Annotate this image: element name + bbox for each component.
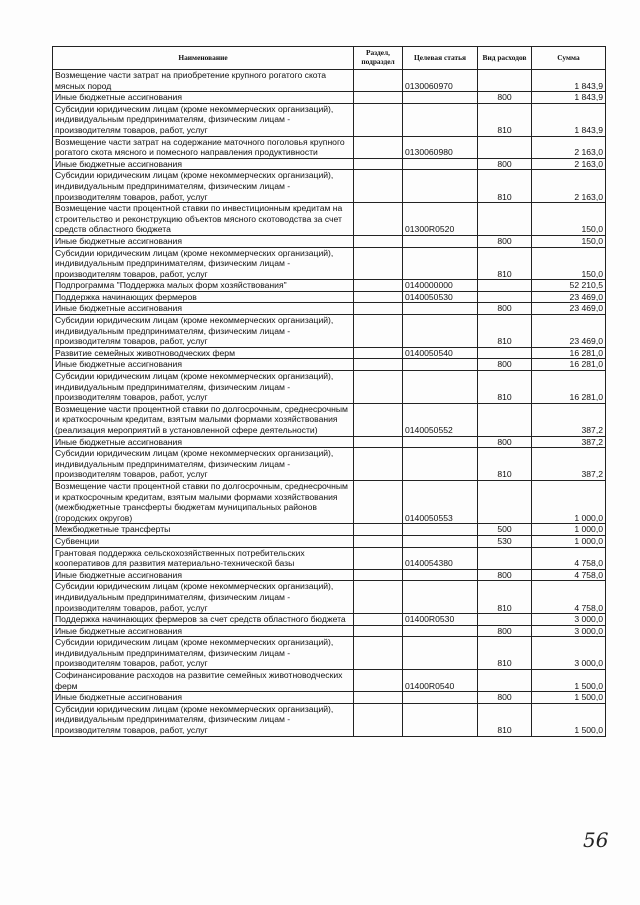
table-row: [53, 280, 606, 292]
row-vid: [478, 291, 532, 303]
row-sum: 2 163,0: [532, 136, 606, 158]
row-article: [403, 158, 478, 170]
row-sum: 3 000,0: [532, 637, 606, 670]
row-article: [403, 581, 478, 614]
row-vid: [478, 547, 532, 569]
row-article: [403, 524, 478, 536]
row-article: [403, 170, 478, 203]
row-name: Возмещение части затрат на содержание маточного поголовья крупного рогатого скота мясного и помесного направления продуктивности: [53, 136, 354, 158]
row-vid: 810: [478, 170, 532, 203]
table-row: [53, 247, 606, 280]
row-section: [354, 637, 403, 670]
table-row: [53, 291, 606, 303]
row-sum: 4 758,0: [532, 581, 606, 614]
row-section: [354, 158, 403, 170]
row-name: Возмещение части процентной ставки по долгосрочным, среднесрочным и краткосрочным кредитам, взятым малыми формами хозяйствования (реализация мероприятий в установленной сфере деятельности): [53, 403, 354, 436]
row-section: [354, 303, 403, 315]
row-name: Подпрограмма "Поддержка малых форм хозяйствования": [53, 280, 354, 292]
row-sum: 23 469,0: [532, 315, 606, 348]
row-section: [354, 703, 403, 736]
row-vid: [478, 347, 532, 359]
header-name: Наименование: [53, 47, 354, 70]
table-row: [53, 403, 606, 436]
row-sum: 1 843,9: [532, 70, 606, 92]
row-name: Иные бюджетные ассигнования: [53, 158, 354, 170]
table-body: [53, 70, 606, 737]
table-row: [53, 614, 606, 626]
row-section: [354, 692, 403, 704]
row-vid: [478, 670, 532, 692]
table-row: [53, 303, 606, 315]
row-vid: 810: [478, 581, 532, 614]
row-section: [354, 315, 403, 348]
row-article: [403, 371, 478, 404]
row-vid: 800: [478, 92, 532, 104]
row-sum: 16 281,0: [532, 359, 606, 371]
row-section: [354, 103, 403, 136]
row-section: [354, 170, 403, 203]
header-sum: Сумма: [532, 47, 606, 70]
row-sum: 23 469,0: [532, 291, 606, 303]
row-article: [403, 448, 478, 481]
row-section: [354, 203, 403, 236]
row-vid: 800: [478, 359, 532, 371]
row-article: 0140050540: [403, 347, 478, 359]
header-article: Целевая статья: [403, 47, 478, 70]
table-header: [53, 47, 606, 70]
row-sum: 387,2: [532, 448, 606, 481]
table-row: [53, 692, 606, 704]
row-sum: 3 000,0: [532, 614, 606, 626]
row-vid: [478, 203, 532, 236]
row-vid: [478, 403, 532, 436]
row-article: [403, 703, 478, 736]
table-row: [53, 70, 606, 92]
row-section: [354, 670, 403, 692]
row-name: Софинансирование расходов на развитие семейных животноводческих ферм: [53, 670, 354, 692]
row-article: 01400R0540: [403, 670, 478, 692]
row-name: Иные бюджетные ассигнования: [53, 235, 354, 247]
row-vid: 810: [478, 247, 532, 280]
table-row: [53, 359, 606, 371]
row-name: Поддержка начинающих фермеров: [53, 291, 354, 303]
row-vid: 800: [478, 235, 532, 247]
row-section: [354, 235, 403, 247]
row-vid: 800: [478, 303, 532, 315]
row-sum: 1 843,9: [532, 92, 606, 104]
row-article: 0140000000: [403, 280, 478, 292]
row-name: Иные бюджетные ассигнования: [53, 436, 354, 448]
table-row: [53, 158, 606, 170]
row-article: 0140050553: [403, 480, 478, 523]
row-name: Субсидии юридическим лицам (кроме некоммерческих организаций), индивидуальным предпринимателям, физическим лицам - производителям товаров, работ, услуг: [53, 371, 354, 404]
row-sum: 4 758,0: [532, 547, 606, 569]
row-vid: 810: [478, 703, 532, 736]
row-article: [403, 535, 478, 547]
table-row: [53, 703, 606, 736]
row-section: [354, 581, 403, 614]
row-article: [403, 359, 478, 371]
row-article: 0140054380: [403, 547, 478, 569]
table-row: [53, 535, 606, 547]
budget-table: [52, 46, 606, 737]
row-article: 01300R0520: [403, 203, 478, 236]
table-row: [53, 371, 606, 404]
row-vid: 800: [478, 625, 532, 637]
row-name: Межбюджетные трансферты: [53, 524, 354, 536]
row-section: [354, 291, 403, 303]
row-name: Иные бюджетные ассигнования: [53, 569, 354, 581]
row-sum: 23 469,0: [532, 303, 606, 315]
row-vid: 810: [478, 637, 532, 670]
row-article: [403, 92, 478, 104]
row-vid: 800: [478, 569, 532, 581]
row-vid: 800: [478, 692, 532, 704]
row-sum: 3 000,0: [532, 625, 606, 637]
row-name: Субсидии юридическим лицам (кроме некоммерческих организаций), индивидуальным предпринимателям, физическим лицам - производителям товаров, работ, услуг: [53, 103, 354, 136]
row-name: Иные бюджетные ассигнования: [53, 359, 354, 371]
table-row: [53, 448, 606, 481]
row-sum: 150,0: [532, 203, 606, 236]
row-section: [354, 92, 403, 104]
row-name: Иные бюджетные ассигнования: [53, 303, 354, 315]
row-article: [403, 436, 478, 448]
row-section: [354, 347, 403, 359]
row-article: [403, 692, 478, 704]
row-vid: [478, 480, 532, 523]
row-name: Субсидии юридическим лицам (кроме некоммерческих организаций), индивидуальным предпринимателям, физическим лицам - производителям товаров, работ, услуг: [53, 247, 354, 280]
row-article: [403, 247, 478, 280]
row-sum: 2 163,0: [532, 170, 606, 203]
table-row: [53, 524, 606, 536]
table-row: [53, 203, 606, 236]
table-row: [53, 625, 606, 637]
row-sum: 150,0: [532, 235, 606, 247]
row-name: Грантовая поддержка сельскохозяйственных потребительских кооперативов для развития материально-технической базы: [53, 547, 354, 569]
row-article: [403, 235, 478, 247]
row-article: 0130060980: [403, 136, 478, 158]
row-vid: 810: [478, 315, 532, 348]
row-article: [403, 637, 478, 670]
row-name: Развитие семейных животноводческих ферм: [53, 347, 354, 359]
row-name: Возмещение части процентной ставки по инвестиционным кредитам на строительство и реконструкцию объектов мясного скотоводства за счет средств областного бюджета: [53, 203, 354, 236]
row-article: 0140050552: [403, 403, 478, 436]
table-row: [53, 569, 606, 581]
row-section: [354, 403, 403, 436]
table-row: [53, 315, 606, 348]
row-name: Субсидии юридическим лицам (кроме некоммерческих организаций), индивидуальным предпринимателям, физическим лицам - производителям товаров, работ, услуг: [53, 170, 354, 203]
row-article: [403, 625, 478, 637]
table-row: [53, 547, 606, 569]
table-row: [53, 103, 606, 136]
row-section: [354, 70, 403, 92]
table-row: [53, 347, 606, 359]
row-section: [354, 280, 403, 292]
row-section: [354, 436, 403, 448]
row-article: 0140050530: [403, 291, 478, 303]
row-section: [354, 524, 403, 536]
row-article: [403, 303, 478, 315]
row-article: [403, 569, 478, 581]
row-sum: 1 000,0: [532, 524, 606, 536]
row-vid: [478, 280, 532, 292]
row-name: Субсидии юридическим лицам (кроме некоммерческих организаций), индивидуальным предпринимателям, физическим лицам - производителям товаров, работ, услуг: [53, 581, 354, 614]
row-vid: 810: [478, 448, 532, 481]
row-sum: 1 500,0: [532, 692, 606, 704]
header-vid: Вид расходов: [478, 47, 532, 70]
row-vid: 810: [478, 371, 532, 404]
row-name: Иные бюджетные ассигнования: [53, 92, 354, 104]
row-vid: 530: [478, 535, 532, 547]
row-section: [354, 569, 403, 581]
row-name: Субсидии юридическим лицам (кроме некоммерческих организаций), индивидуальным предпринимателям, физическим лицам - производителям товаров, работ, услуг: [53, 448, 354, 481]
row-section: [354, 547, 403, 569]
page-number: 56: [583, 828, 609, 852]
row-vid: [478, 70, 532, 92]
row-sum: 4 758,0: [532, 569, 606, 581]
row-vid: 800: [478, 436, 532, 448]
table-row: [53, 436, 606, 448]
row-vid: 500: [478, 524, 532, 536]
row-section: [354, 625, 403, 637]
row-section: [354, 359, 403, 371]
table-row: [53, 92, 606, 104]
row-section: [354, 535, 403, 547]
row-sum: 1 500,0: [532, 670, 606, 692]
row-name: Возмещение части затрат на приобретение крупного рогатого скота мясных пород: [53, 70, 354, 92]
row-article: 01400R0530: [403, 614, 478, 626]
row-sum: 150,0: [532, 247, 606, 280]
row-sum: 2 163,0: [532, 158, 606, 170]
row-sum: 387,2: [532, 403, 606, 436]
row-article: [403, 315, 478, 348]
row-vid: [478, 136, 532, 158]
row-sum: 1 000,0: [532, 480, 606, 523]
row-article: 0130060970: [403, 70, 478, 92]
row-name: Субвенции: [53, 535, 354, 547]
row-section: [354, 136, 403, 158]
row-name: Поддержка начинающих фермеров за счет средств областного бюджета: [53, 614, 354, 626]
table-row: [53, 136, 606, 158]
table-row: [53, 670, 606, 692]
row-name: Субсидии юридическим лицам (кроме некоммерческих организаций), индивидуальным предпринимателям, физическим лицам - производителям товаров, работ, услуг: [53, 703, 354, 736]
row-sum: 52 210,5: [532, 280, 606, 292]
row-section: [354, 480, 403, 523]
row-section: [354, 614, 403, 626]
table-row: [53, 235, 606, 247]
row-name: Субсидии юридическим лицам (кроме некоммерческих организаций), индивидуальным предпринимателям, физическим лицам - производителям товаров, работ, услуг: [53, 315, 354, 348]
row-article: [403, 103, 478, 136]
row-sum: 387,2: [532, 436, 606, 448]
table-row: [53, 637, 606, 670]
row-name: Субсидии юридическим лицам (кроме некоммерческих организаций), индивидуальным предпринимателям, физическим лицам - производителям товаров, работ, услуг: [53, 637, 354, 670]
row-sum: 16 281,0: [532, 347, 606, 359]
row-sum: 16 281,0: [532, 371, 606, 404]
row-name: Возмещение части процентной ставки по долгосрочным, среднесрочным и краткосрочным кредитам, взятым малыми формами хозяйствования (межбюджетные трансферты бюджетам муниципальных районов (городских округов): [53, 480, 354, 523]
table-row: [53, 480, 606, 523]
row-section: [354, 247, 403, 280]
row-section: [354, 448, 403, 481]
row-vid: 810: [478, 103, 532, 136]
row-vid: [478, 614, 532, 626]
header-section: Раздел, подраздел: [354, 47, 403, 70]
table-row: [53, 581, 606, 614]
row-sum: 1 000,0: [532, 535, 606, 547]
row-name: Иные бюджетные ассигнования: [53, 692, 354, 704]
row-name: Иные бюджетные ассигнования: [53, 625, 354, 637]
row-sum: 1 500,0: [532, 703, 606, 736]
row-sum: 1 843,9: [532, 103, 606, 136]
row-vid: 800: [478, 158, 532, 170]
row-section: [354, 371, 403, 404]
table-row: [53, 170, 606, 203]
